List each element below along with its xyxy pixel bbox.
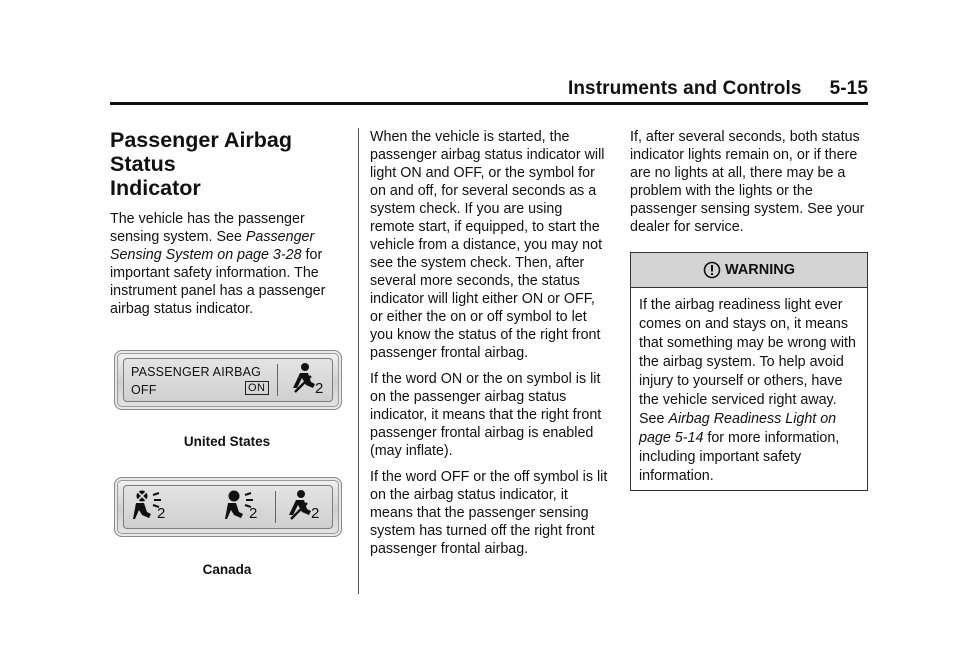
column-1 <box>110 122 344 579</box>
column-3 <box>630 128 870 491</box>
us-indicator-panel <box>114 350 342 410</box>
status-check-paragraph: When the vehicle is started, the passenger airbag status indicator will light ON and OFF, or the symbol for on and off, for several seconds as a system check. If you are using remote start, if equipped, to start the vehicle from a distance, you may not see the system check. Then, after several more seconds, the status indicator will light either ON or OFF, or either the on or off symbol to let you know the status of the right front passenger frontal airbag. <box>370 129 605 361</box>
intro-text-pre: The vehicle has the passenger sensing system. See <box>110 211 305 245</box>
section-title-line1: Passenger Airbag Status <box>110 128 293 176</box>
intro-text-post: for important safety information. The instrument panel has a passenger airbag status indicator. <box>110 247 326 317</box>
on-status-paragraph: If the word ON or the on symbol is lit on the passenger airbag status indicator, it means that the right front passenger frontal airbag is enabled (may inflate). <box>370 371 602 459</box>
canada-figure-caption: Canada <box>202 562 252 577</box>
canada-seat-number-3: 2 <box>311 505 320 522</box>
column-divider <box>358 128 359 594</box>
warning-text-pre: If the airbag readiness light ever comes on and stays on, it means that something may be wrong with the airbag system. To help avoid injury to yourself or others, have the vehicle serviced right away. See <box>639 297 856 427</box>
off-status-paragraph: If the word OFF or the off symbol is lit on the airbag status indicator, it means that the passenger sensing system has turned off the right front passenger frontal airbag. <box>370 469 608 557</box>
warning-text-post: for more information, including important safety information. <box>639 430 840 484</box>
us-seat-number: 2 <box>315 380 324 397</box>
section-title <box>110 128 344 200</box>
warning-cross-reference: Airbag Readiness Light on page 5-14 <box>639 411 837 446</box>
intro-paragraph <box>110 210 344 318</box>
warning-box <box>630 252 868 491</box>
running-header <box>568 78 868 100</box>
warning-body <box>631 288 867 490</box>
service-paragraph: If, after several seconds, both status indicator lights remain on, or if there are no lights at all, there may be a problem with the lights or the passenger sensing system. See your dealer for service. <box>630 129 865 235</box>
intro-cross-reference: Passenger Sensing System on page 3-28 <box>110 229 315 263</box>
canada-indicator-face <box>123 485 333 529</box>
header-rule <box>110 102 868 105</box>
canada-seat-number-2: 2 <box>249 505 258 522</box>
us-panel-divider <box>277 364 278 396</box>
chapter-title: Instruments and Controls <box>567 78 802 99</box>
seatbelt-passenger-icon <box>291 362 317 401</box>
warning-label: WARNING <box>724 262 796 278</box>
canada-seat-number-1: 2 <box>157 505 166 522</box>
us-on-label: ON <box>245 381 269 395</box>
seatbelt-passenger-icon <box>287 489 313 528</box>
warning-header <box>631 253 867 288</box>
canada-panel-divider <box>275 491 276 523</box>
us-passenger-airbag-label: PASSENGER AIRBAG <box>131 365 262 379</box>
page-number: 5-15 <box>829 78 868 99</box>
us-figure-caption: United States <box>183 434 271 449</box>
us-off-label: OFF <box>131 383 157 397</box>
section-title-line2: Indicator <box>110 176 201 200</box>
us-indicator-face <box>123 358 333 402</box>
canada-indicator-panel <box>114 477 342 537</box>
column-2 <box>370 128 610 566</box>
warning-icon <box>703 261 721 279</box>
